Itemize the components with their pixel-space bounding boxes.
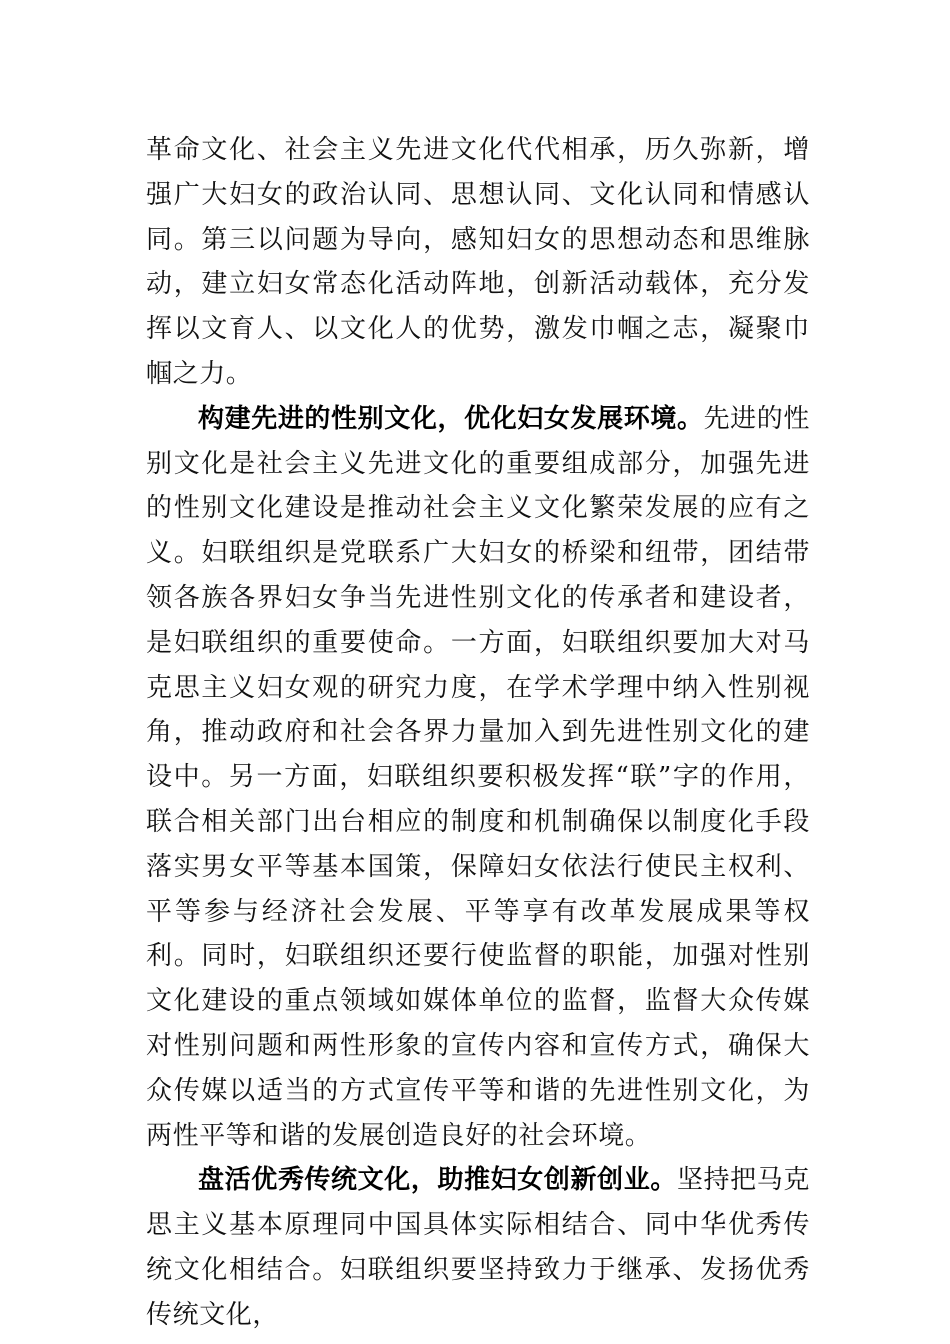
paragraph-body: 先进的性别文化是社会主义先进文化的重要组成部分，加强先进的性别文化建设是推动社会主义文化繁荣发展的应有之义。妇联组织是党联系广大妇女的桥梁和纽带，团结带领各族各界妇女争当先进性别文化的传承者和建设者，是妇联组织的重要使命。一方面，妇联组织要加大对马克思主义妇女观的研究力度，在学术学理中纳入性别视角，推动政府和社会各界力量加入到先进性别文化的建设中。另一方面，妇联组织要积极发挥“联”字的作用，联合相关部门出台相应的制度和机制确保以制度化手段落实男女平等基本国策，保障妇女依法行使民主权利、平等参与经济社会发展、平等享有改革发展成果等权利。同时，妇联组织还要行使监督的职能，加强对性别文化建设的重点领域如媒体单位的监督，监督大众传媒对性别问题和两性形象的宣传内容和宣传方式，确保大众传媒以适当的方式宣传平等和谐的先进性别文化，为两性平等和谐的发展创造良好的社会环境。 bbox=[146, 403, 810, 1151]
paragraph-gender-culture bbox=[146, 397, 810, 1159]
paragraph-traditional-culture bbox=[146, 1158, 810, 1337]
paragraph-body: 坚持把马克思主义基本原理同中国具体实际相结合、同中华优秀传统文化相结合。妇联组织要坚持致力于继承、发扬优秀传统文化， bbox=[146, 1165, 810, 1330]
paragraph-heading: 构建先进的性别文化，优化妇女发展环境。 bbox=[198, 403, 704, 434]
paragraph-body: 革命文化、社会主义先进文化代代相承，历久弥新，增强广大妇女的政治认同、思想认同、文化认同和情感认同。第三以问题为导向，感知妇女的思想动态和思维脉动，建立妇女常态化活动阵地，创新活动载体，充分发挥以文育人、以文化人的优势，激发巾帼之志，凝聚巾帼之力。 bbox=[146, 135, 810, 389]
document-body bbox=[146, 128, 810, 1338]
paragraph-continuation bbox=[146, 128, 810, 397]
paragraph-heading: 盘活优秀传统文化，助推妇女创新创业。 bbox=[198, 1165, 677, 1196]
